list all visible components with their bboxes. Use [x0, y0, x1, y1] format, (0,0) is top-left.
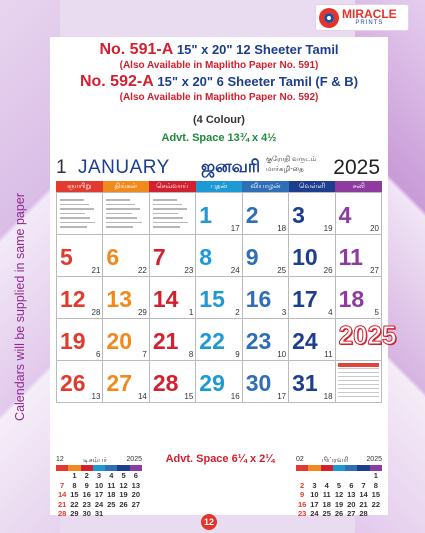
mini-date	[333, 471, 345, 481]
tamil-date-number: 17	[277, 392, 287, 401]
date-number: 27	[106, 370, 133, 396]
tamil-date-number: 4	[328, 308, 333, 317]
mini-date: 4	[324, 480, 329, 490]
day-header: செவ்வாய்	[149, 181, 196, 192]
tamil-date-number: 24	[230, 266, 240, 275]
date-cell	[243, 319, 289, 361]
date-cell	[150, 361, 196, 403]
mini-date: 28	[57, 509, 67, 518]
date-cell	[150, 319, 196, 361]
product-note-591: (Also Available in Maplitho Paper No. 591)	[119, 60, 319, 71]
mini-date: 21	[57, 499, 67, 509]
mini-year: 2025	[366, 456, 382, 463]
mini-week-row	[56, 471, 142, 481]
date-number: 26	[60, 370, 86, 396]
tamil-date-number: 21	[91, 266, 101, 275]
date-number: 1	[199, 202, 213, 228]
mini-date: 13	[347, 490, 356, 499]
brand-name: MIRACLE	[342, 7, 397, 21]
tamil-date-number: 14	[137, 392, 147, 401]
mini-date: 11	[322, 490, 331, 499]
mini-date	[105, 509, 117, 519]
advt-space-bottom: Advt. Space 6¼ x 2¼	[165, 453, 275, 465]
date-cell	[289, 235, 335, 277]
mini-week-row	[296, 481, 382, 491]
mini-date: 6	[349, 480, 354, 490]
tamil-date-number: 10	[277, 350, 287, 359]
date-number: 6	[106, 244, 120, 270]
mini-date: 11	[107, 480, 116, 490]
date-cell	[57, 361, 103, 403]
tamil-year-label: குரோதி வருடம்	[266, 156, 317, 163]
tamil-date-number: 22	[137, 266, 147, 275]
mini-date	[357, 471, 369, 481]
mini-date: 2	[300, 480, 305, 490]
tamil-date-number: 26	[323, 266, 333, 275]
mini-date: 3	[96, 471, 102, 480]
mini-date: 25	[107, 499, 116, 509]
mini-date: 14	[57, 490, 67, 499]
tamil-date-number: 20	[370, 224, 379, 233]
mini-date: 18	[107, 490, 116, 499]
date-cell	[103, 235, 149, 277]
tamil-date-number: 5	[374, 308, 379, 317]
mini-date: 22	[70, 499, 79, 509]
date-cell	[336, 277, 382, 319]
tamil-date-number: 7	[142, 350, 147, 359]
date-cell	[150, 277, 196, 319]
date-number: 7	[152, 244, 166, 270]
mini-calendar-december	[56, 456, 142, 519]
date-number: 2	[245, 202, 259, 228]
mini-date: 5	[121, 471, 126, 480]
year-art: 2025	[338, 320, 397, 350]
product-note-592: (Also Available in Maplitho Paper No. 592)	[119, 92, 319, 103]
date-cell	[289, 361, 335, 403]
miracle-logo-icon	[319, 8, 339, 28]
mini-date: 22	[371, 499, 381, 509]
colour-info: (4 Colour)	[193, 114, 245, 126]
date-number: 5	[60, 244, 73, 270]
tamil-date-number: 16	[230, 392, 240, 401]
year: 2025	[333, 156, 380, 179]
mini-date: 27	[131, 499, 141, 509]
calendar-sheet	[50, 37, 397, 518]
date-cell	[103, 193, 149, 235]
mini-date: 3	[312, 480, 317, 490]
mini-name: டிசம்பர்	[83, 457, 108, 464]
mini-date: 30	[82, 509, 91, 518]
mini-date: 15	[70, 490, 79, 499]
info-text-block	[60, 196, 99, 231]
tamil-date-number: 28	[91, 308, 101, 317]
tamil-date-number: 29	[137, 308, 147, 317]
day-header: சனி	[335, 181, 382, 192]
tamil-date-number: 8	[188, 350, 194, 359]
date-cell	[243, 277, 289, 319]
date-number: 11	[338, 244, 363, 270]
mini-date: 16	[82, 490, 91, 499]
date-cell	[243, 193, 289, 235]
tamil-date-number: 23	[184, 266, 194, 275]
date-cell	[243, 235, 289, 277]
tamil-date-number: 17	[230, 224, 240, 233]
day-header: புதன்	[196, 181, 243, 192]
mini-date: 17	[310, 499, 319, 509]
mini-date: 7	[361, 480, 366, 490]
date-number: 19	[60, 328, 86, 354]
mini-week-row	[56, 481, 142, 491]
mini-date: 19	[119, 490, 128, 499]
product-line-591: No. 591-A 15" x 20" 12 Sheeter Tamil	[99, 41, 339, 58]
brand-logo	[315, 4, 409, 31]
mini-date: 29	[70, 509, 79, 518]
brand-sub: PRINTS	[355, 20, 384, 26]
calendar-grid	[56, 181, 397, 403]
mini-date: 25	[322, 509, 331, 518]
tamil-date-number: 18	[277, 224, 287, 233]
info-table	[338, 363, 379, 400]
mini-date: 31	[94, 509, 104, 518]
date-cell	[336, 193, 382, 235]
date-cell	[289, 277, 335, 319]
date-number: 14	[152, 286, 179, 312]
tamil-date-number: 1	[188, 308, 194, 317]
mini-date: 20	[347, 499, 356, 509]
date-cell	[196, 235, 242, 277]
date-cell	[336, 361, 382, 403]
month-name: JANUARY	[78, 157, 170, 178]
day-header: ஞாயிறு	[56, 181, 103, 192]
mini-date: 10	[94, 480, 104, 490]
mini-year: 2025	[126, 456, 142, 463]
mini-date	[345, 471, 357, 481]
mini-date: 27	[347, 509, 356, 518]
mini-date: 15	[371, 490, 381, 499]
date-number: 16	[245, 286, 272, 312]
tamil-date-number: 11	[324, 350, 333, 359]
date-cell	[57, 277, 103, 319]
mini-week-row	[296, 509, 382, 519]
date-cell	[196, 361, 242, 403]
side-note: Calendars will be supplied in same paper	[13, 193, 27, 421]
date-cell	[289, 319, 335, 361]
date-cell	[196, 319, 242, 361]
mini-date: 24	[94, 499, 104, 509]
mini-date: 21	[359, 499, 368, 509]
mini-date: 10	[310, 490, 319, 499]
date-number: 18	[338, 286, 365, 312]
date-cell	[196, 193, 242, 235]
mini-date	[321, 471, 333, 481]
mini-date: 16	[297, 499, 307, 509]
tamil-date-number: 18	[323, 392, 333, 401]
day-header: வெள்ளி	[289, 181, 336, 192]
page-number: 12	[201, 514, 217, 530]
mini-date	[56, 471, 68, 481]
mini-date	[370, 509, 382, 519]
date-number: 8	[199, 244, 213, 270]
mini-num: 02	[296, 456, 304, 463]
date-number: 22	[199, 328, 225, 354]
date-cell	[336, 235, 382, 277]
mini-week-row	[296, 471, 382, 481]
date-number: 30	[245, 370, 272, 396]
mini-date: 8	[373, 480, 378, 490]
mini-date: 9	[84, 480, 89, 490]
mini-date	[308, 471, 320, 481]
info-text-block	[153, 196, 192, 231]
tamil-month-label: மார்கழி-தை	[266, 166, 304, 173]
mini-date: 18	[322, 499, 331, 509]
day-headers	[56, 181, 382, 192]
tamil-date-number: 9	[235, 350, 240, 359]
mini-name: பிப்ரவரி	[321, 457, 349, 464]
mini-date: 24	[310, 509, 319, 518]
mini-date: 26	[334, 509, 344, 518]
mini-date: 12	[334, 490, 344, 499]
date-cell	[336, 319, 397, 361]
mini-date: 19	[334, 499, 344, 509]
mini-date: 4	[109, 471, 114, 480]
advt-space-top: Advt. Space 13¾ x 4½	[161, 132, 277, 144]
tamil-date-number: 25	[277, 266, 287, 275]
mini-date	[130, 509, 142, 519]
date-number: 20	[106, 328, 133, 354]
date-number: 9	[245, 244, 259, 270]
date-cell	[150, 235, 196, 277]
tamil-date-number: 15	[184, 392, 194, 401]
mini-date: 23	[297, 509, 307, 518]
date-cell	[103, 361, 149, 403]
mini-week-row	[296, 500, 382, 510]
date-cell	[57, 319, 103, 361]
mini-date: 12	[119, 480, 128, 490]
date-number: 12	[60, 286, 86, 312]
date-number: 23	[245, 328, 272, 354]
month-number: 1	[56, 157, 67, 178]
tamil-date-number: 6	[95, 350, 101, 359]
date-number: 13	[106, 286, 133, 312]
date-cell	[103, 277, 149, 319]
mini-date: 2	[84, 471, 89, 480]
mini-date: 9	[300, 490, 305, 499]
day-header: திங்கள்	[103, 181, 150, 192]
date-number: 24	[292, 328, 318, 354]
mini-week-row	[56, 490, 142, 500]
mini-date: 14	[359, 490, 368, 499]
mini-date	[296, 471, 308, 481]
mini-date: 28	[359, 509, 368, 518]
mini-week-row	[56, 500, 142, 510]
date-number: 3	[292, 202, 305, 228]
date-number: 21	[152, 328, 179, 354]
month-name-tamil: ஜனவரி	[201, 157, 261, 176]
date-number: 4	[338, 202, 352, 228]
date-cell	[57, 193, 103, 235]
tamil-date-number: 13	[91, 392, 101, 401]
mini-date: 23	[82, 499, 91, 509]
date-cell	[150, 193, 196, 235]
mini-date: 1	[72, 471, 77, 480]
date-number: 17	[292, 286, 318, 312]
mini-date: 8	[72, 480, 77, 490]
month-header	[56, 155, 382, 179]
mini-num: 12	[56, 456, 64, 463]
date-cells	[56, 192, 397, 403]
date-cell	[196, 277, 242, 319]
mini-title	[296, 456, 382, 465]
mini-week-row	[56, 509, 142, 519]
mini-date: 26	[119, 499, 128, 509]
tamil-date-number: 2	[235, 308, 240, 317]
mini-week-row	[296, 490, 382, 500]
mini-date: 20	[131, 490, 141, 499]
date-number: 31	[292, 370, 318, 396]
mini-date	[117, 509, 129, 519]
date-cell	[57, 235, 103, 277]
date-number: 10	[292, 244, 318, 270]
tamil-date-number: 3	[281, 308, 287, 317]
mini-date: 1	[373, 471, 378, 480]
date-number: 15	[199, 286, 225, 312]
date-number: 29	[199, 370, 225, 396]
mini-date: 13	[131, 480, 141, 490]
date-number: 28	[152, 370, 179, 396]
product-line-592: No. 592-A 15" x 20" 6 Sheeter Tamil (F & B)	[79, 73, 359, 90]
date-cell	[289, 193, 335, 235]
mini-date: 5	[336, 480, 342, 490]
tamil-date-number: 27	[370, 266, 379, 275]
mini-date: 17	[94, 490, 104, 499]
day-header: வியாழன்	[242, 181, 289, 192]
info-text-block	[106, 196, 145, 231]
mini-calendar-february	[296, 456, 382, 519]
date-cell	[103, 319, 149, 361]
tamil-date-number: 19	[323, 224, 333, 233]
mini-title	[56, 456, 142, 465]
mini-date: 6	[133, 471, 138, 480]
mini-date: 7	[60, 480, 65, 490]
date-cell	[243, 361, 289, 403]
